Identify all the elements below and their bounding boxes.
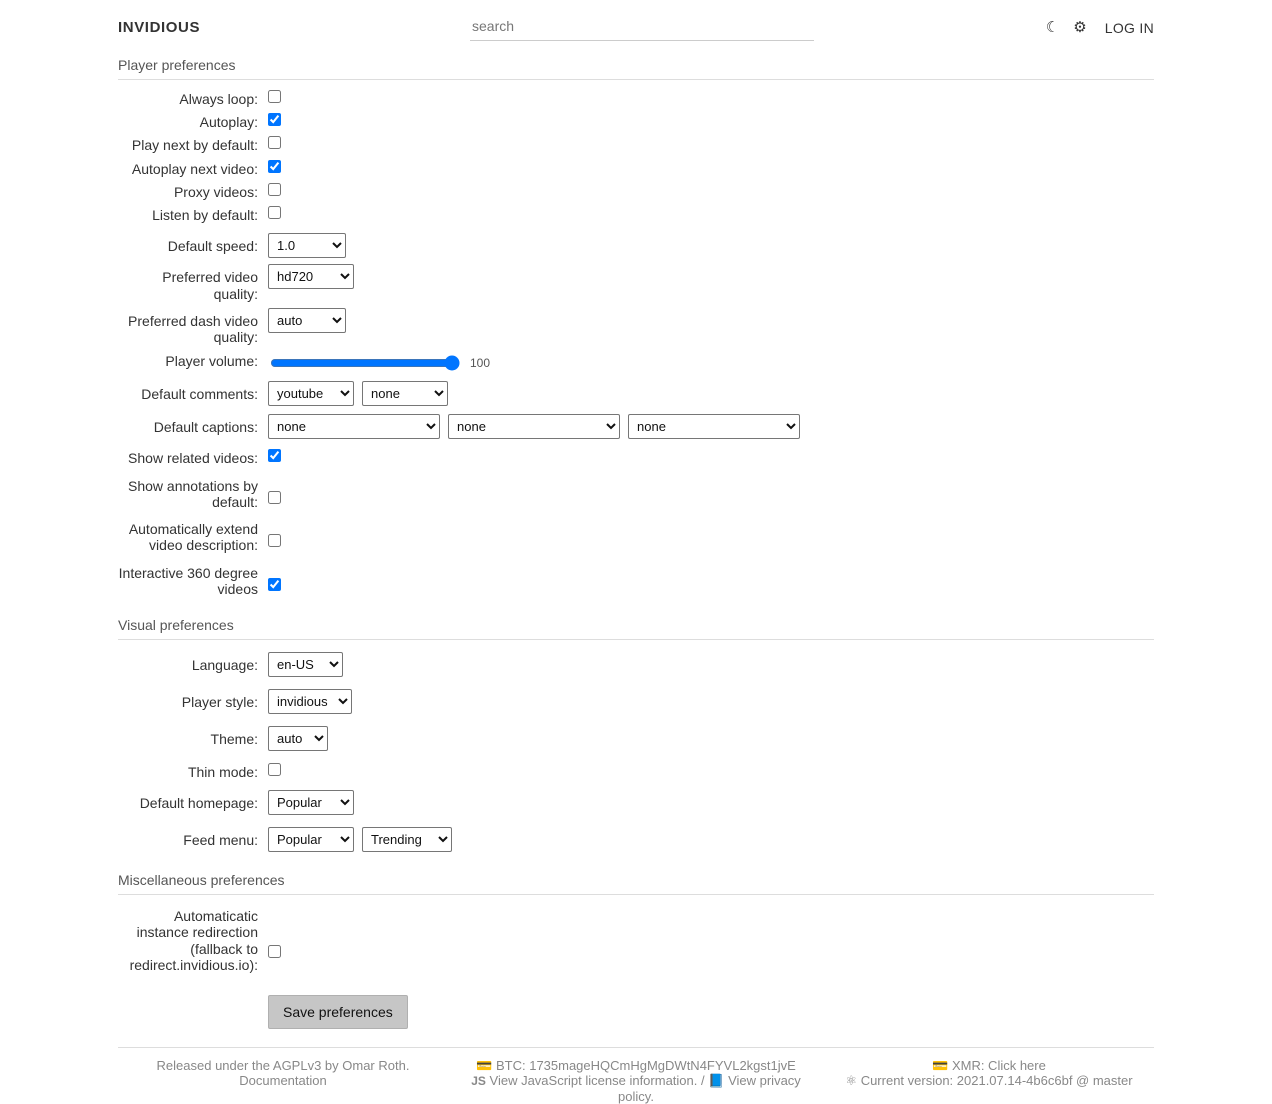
default-comments-select-1[interactable]: [268, 381, 354, 406]
pref-theme-label: Theme:: [210, 730, 258, 747]
login-link[interactable]: LOG IN: [1104, 19, 1154, 36]
brand-logo[interactable]: INVIDIOUS: [118, 19, 201, 36]
pref-proxy-videos-label: Proxy videos:: [173, 183, 258, 200]
extend-description-checkbox[interactable]: [268, 534, 281, 547]
book-icon: 📘: [708, 1073, 725, 1089]
pref-default-speed: [118, 233, 1154, 258]
js-icon: JS: [471, 1074, 486, 1089]
search-container: [470, 14, 814, 41]
pref-extend-description-label: Automatically extend video description:: [128, 521, 258, 554]
play-next-checkbox[interactable]: [268, 136, 281, 149]
pref-default-comments-label: Default comments:: [141, 386, 258, 403]
feed-menu-select-2[interactable]: [362, 827, 452, 852]
pref-play-next-label: Play next by default:: [131, 137, 258, 154]
footer-version-link[interactable]: Current version: 2021.07.14-4b6c6bf @ master: [860, 1073, 1133, 1089]
page-footer: [118, 1047, 1154, 1104]
thin-mode-checkbox[interactable]: [268, 763, 281, 776]
pref-always-loop-label: Always loop:: [179, 91, 258, 107]
pref-language: [118, 652, 1154, 677]
pref-default-speed-label: Default speed:: [167, 238, 258, 255]
pref-show-related-label: Show related videos:: [128, 450, 258, 467]
pref-show-annotations: [118, 477, 1154, 510]
pref-player-volume-label: Player volume:: [165, 353, 258, 370]
preferred-dash-quality-select[interactable]: [268, 308, 346, 333]
default-captions-select-3[interactable]: [628, 414, 800, 439]
pref-extend-description: [118, 520, 1154, 553]
pref-theme: [118, 726, 1154, 751]
github-icon: ⚛: [845, 1073, 858, 1089]
default-homepage-select[interactable]: [268, 790, 354, 815]
moon-icon[interactable]: ☾: [1045, 19, 1060, 36]
search-input[interactable]: [470, 14, 814, 41]
feed-menu-select-1[interactable]: [268, 827, 354, 852]
show-related-checkbox[interactable]: [268, 449, 281, 462]
default-speed-select[interactable]: [268, 233, 346, 258]
footer-license-text: Released under the AGPLv3 by Omar Roth.: [156, 1058, 410, 1074]
pref-preferred-dash-quality-label: Preferred dash video quality:: [128, 312, 258, 346]
auto-redirect-checkbox[interactable]: [268, 945, 281, 958]
pref-auto-redirect-label: Automaticatic instance redirection (fallback to redirect.invidious.io):: [129, 908, 258, 973]
always-loop-checkbox[interactable]: [268, 90, 281, 103]
pref-listen-default-label: Listen by default:: [152, 207, 258, 224]
pref-player-style-label: Player style:: [181, 693, 258, 710]
theme-select[interactable]: [268, 726, 328, 751]
save-preferences-button[interactable]: Save preferences: [268, 995, 408, 1029]
player-volume-value: 100: [470, 356, 491, 371]
pref-player-style: [118, 689, 1154, 714]
interactive-360-checkbox[interactable]: [268, 578, 281, 591]
pref-feed-menu-label: Feed menu:: [183, 832, 258, 849]
footer-documentation-link[interactable]: Documentation: [239, 1073, 327, 1089]
preferences-content: [118, 51, 1154, 1029]
section-misc-preferences: Miscellaneous preferences: [118, 866, 1154, 895]
footer-middle: [448, 1058, 824, 1104]
pref-always-loop: [118, 90, 1154, 107]
pref-preferred-quality: [118, 264, 1154, 301]
pref-thin-mode: [118, 763, 1154, 780]
default-captions-select-2[interactable]: [448, 414, 620, 439]
pref-autoplay-label: Autoplay:: [199, 114, 258, 131]
proxy-videos-checkbox[interactable]: [268, 183, 281, 196]
footer-separator: /: [701, 1073, 705, 1089]
player-volume-slider[interactable]: [270, 355, 460, 371]
player-style-select[interactable]: [268, 689, 352, 714]
pref-default-comments: [118, 381, 1154, 406]
footer-js-license-link[interactable]: View JavaScript license information.: [489, 1073, 698, 1089]
pref-listen-default: [118, 206, 1154, 223]
navbar-actions: [1046, 20, 1154, 36]
section-player-preferences: Player preferences: [118, 51, 1154, 80]
pref-play-next: [118, 136, 1154, 153]
save-row: [118, 995, 1154, 1029]
pref-default-captions: [118, 414, 1154, 439]
footer-privacy-link[interactable]: View privacy policy.: [618, 1073, 801, 1104]
pref-default-captions-label: Default captions:: [153, 419, 258, 436]
footer-xmr-link[interactable]: XMR: Click here: [951, 1058, 1046, 1074]
pref-show-related: [118, 449, 1154, 466]
money-icon: 💳: [476, 1058, 493, 1074]
section-visual-preferences: Visual preferences: [118, 611, 1154, 640]
autoplay-checkbox[interactable]: [268, 113, 281, 126]
pref-player-volume: [118, 353, 1154, 373]
pref-preferred-quality-label: Preferred video quality:: [162, 269, 258, 302]
listen-default-checkbox[interactable]: [268, 206, 281, 219]
pref-feed-menu: [118, 827, 1154, 852]
autoplay-next-checkbox[interactable]: [268, 160, 281, 173]
footer-btc-link[interactable]: BTC: 1735mageHQCmHgMgDWtN4FYVL2kgst1jvE: [495, 1058, 796, 1074]
footer-right: [824, 1058, 1154, 1104]
pref-default-homepage-label: Default homepage:: [139, 795, 258, 812]
default-comments-select-2[interactable]: [362, 381, 448, 406]
pref-preferred-dash-quality: [118, 308, 1154, 345]
pref-language-label: Language:: [191, 656, 258, 673]
top-navbar: [118, 0, 1154, 51]
language-select[interactable]: [268, 652, 343, 677]
preferred-video-quality-select[interactable]: [268, 264, 354, 289]
pref-proxy-videos: [118, 183, 1154, 200]
pref-interactive-360-label: Interactive 360 degree videos: [118, 564, 258, 597]
pref-autoplay-next: [118, 160, 1154, 177]
show-annotations-checkbox[interactable]: [268, 491, 281, 504]
default-captions-select-1[interactable]: [268, 414, 440, 439]
pref-thin-mode-label: Thin mode:: [187, 763, 258, 780]
pref-autoplay-next-label: Autoplay next video:: [131, 160, 258, 177]
pref-autoplay: [118, 113, 1154, 130]
pref-interactive-360: [118, 564, 1154, 597]
footer-left: [118, 1058, 448, 1104]
pref-show-annotations-label: Show annotations by default:: [128, 477, 258, 510]
gear-icon[interactable]: ⚙: [1073, 19, 1087, 36]
pref-auto-redirect: [118, 907, 1154, 973]
pref-default-homepage: [118, 790, 1154, 815]
money-icon-xmr: 💳: [932, 1058, 949, 1074]
